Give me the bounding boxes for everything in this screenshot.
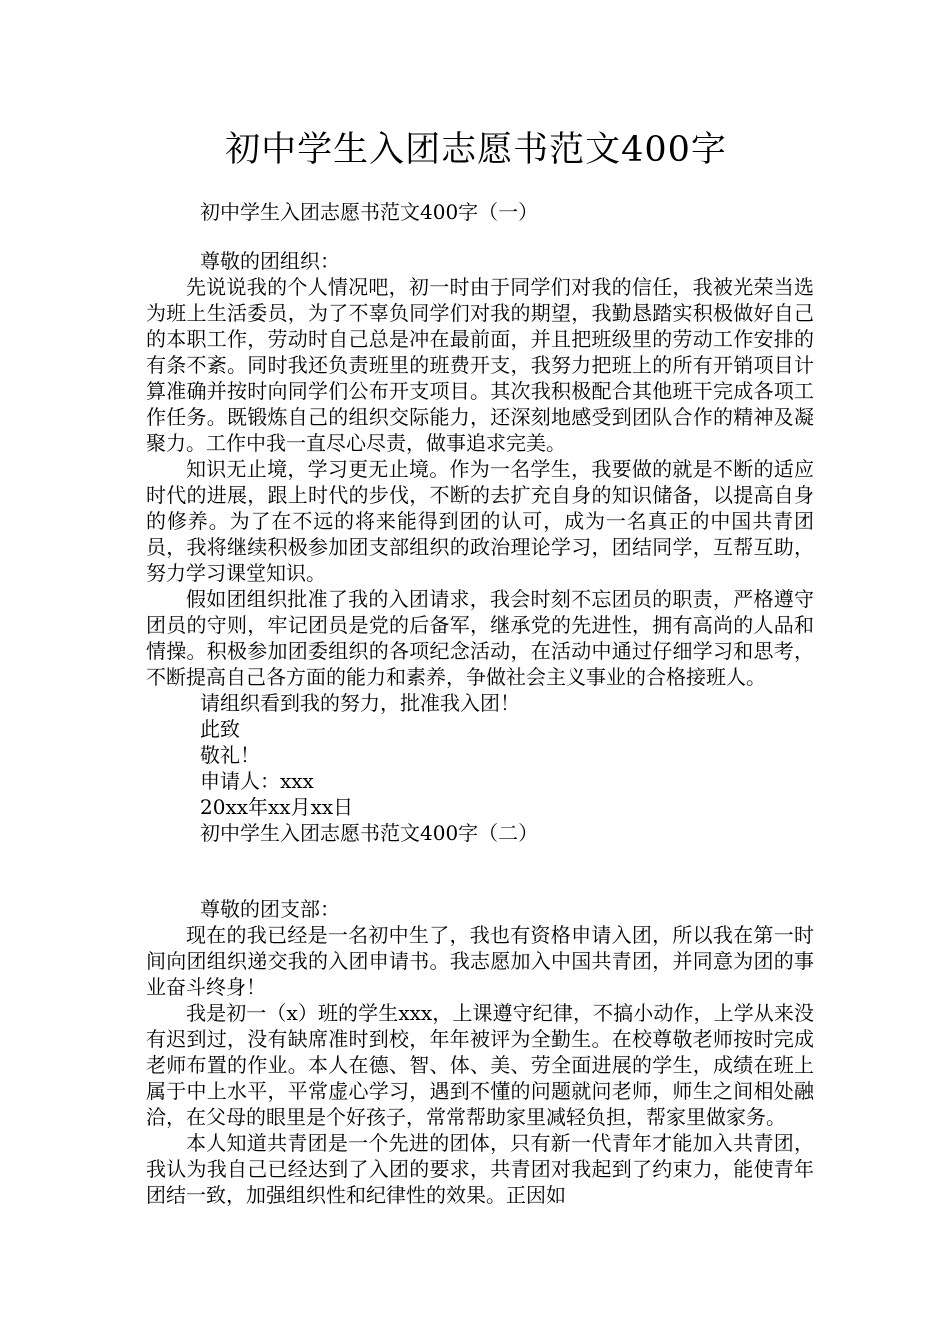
closing-cizhi: 此致 — [200, 717, 240, 741]
section-2-salutation: 尊敬的团支部： — [200, 897, 340, 921]
section-1-heading: 初中学生入团志愿书范文400字（一） — [200, 200, 539, 224]
section-2-paragraph: 现在的我已经是一名初中生了，我也有资格申请入团，所以我在第一时间向团组织递交我的入团申请书。我志愿加入中国共青团，并同意为团的事业奋斗终身！ — [146, 923, 814, 999]
section-2-body — [146, 896, 814, 1208]
date-line: 20xx年xx月xx日 — [200, 795, 354, 819]
document-title: 初中学生入团志愿书范文400字 — [225, 130, 727, 170]
section-2-paragraph: 本人知道共青团是一个先进的团体，只有新一代青年才能加入共青团，我认为我自己已经达到了入团的要求，共青团对我起到了约束力，能使青年团结一致，加强组织性和纪律性的效果。正因如 — [146, 1131, 814, 1207]
section-2-paragraph: 我是初一（x）班的学生xxx，上课遵守纪律，不搞小动作，上学从来没有迟到过，没有缺席准时到校，年年被评为全勤生。在校尊敬老师按时完成老师布置的作业。本人在德、智、体、美、劳全面进展的学生，成绩在班上属于中上水平，平常虚心学习，遇到不懂的问题就问老师，师生之间相处融洽，在父母的眼里是个好孩子，常常帮助家里减轻负担，帮家里做家务。 — [146, 1001, 814, 1129]
section-1-paragraph: 知识无止境，学习更无止境。作为一名学生，我要做的就是不断的适应时代的进展，跟上时代的步伐，不断的去扩充自身的知识储备，以提高自身的修养。为了在不远的将来能得到团的认可，成为一名真正的中国共青团员，我将继续积极参加团支部组织的政治理论学习，团结同学，互帮互助，努力学习课堂知识。 — [146, 457, 814, 585]
closing-jingli: 敬礼！ — [200, 743, 260, 767]
section-1-paragraph: 假如团组织批准了我的入团请求，我会时刻不忘团员的职责，严格遵守团员的守则，牢记团员是党的后备军，继承党的先进性，拥有高尚的人品和情操。积极参加团委组织的各项纪念活动，在活动中通过仔细学习和思考，不断提高自己各方面的能力和素养，争做社会主义事业的合格接班人。 — [146, 587, 814, 689]
closing-request: 请组织看到我的努力，批准我入团！ — [200, 691, 520, 715]
section-1-salutation: 尊敬的团组织： — [200, 249, 340, 273]
section-1-body — [146, 248, 814, 846]
applicant-line: 申请人：xxx — [200, 769, 314, 793]
section-1-paragraph: 先说说我的个人情况吧，初一时由于同学们对我的信任，我被光荣当选为班上生活委员，为了不辜负同学们对我的期望，我勤恳踏实积极做好自己的本职工作，劳动时自己总是冲在最前面，并且把班级里的劳动工作安排的有条不紊。同时我还负责班里的班费开支，我努力把班上的所有开销项目计算准确并按时向同学们公布开支项目。其次我积极配合其他班干完成各项工作任务。既锻炼自己的组织交际能力，还深刻地感受到团队合作的精神及凝聚力。工作中我一直尽心尽责，做事追求完美。 — [146, 275, 814, 455]
section-2-heading: 初中学生入团志愿书范文400字（二） — [200, 821, 539, 845]
